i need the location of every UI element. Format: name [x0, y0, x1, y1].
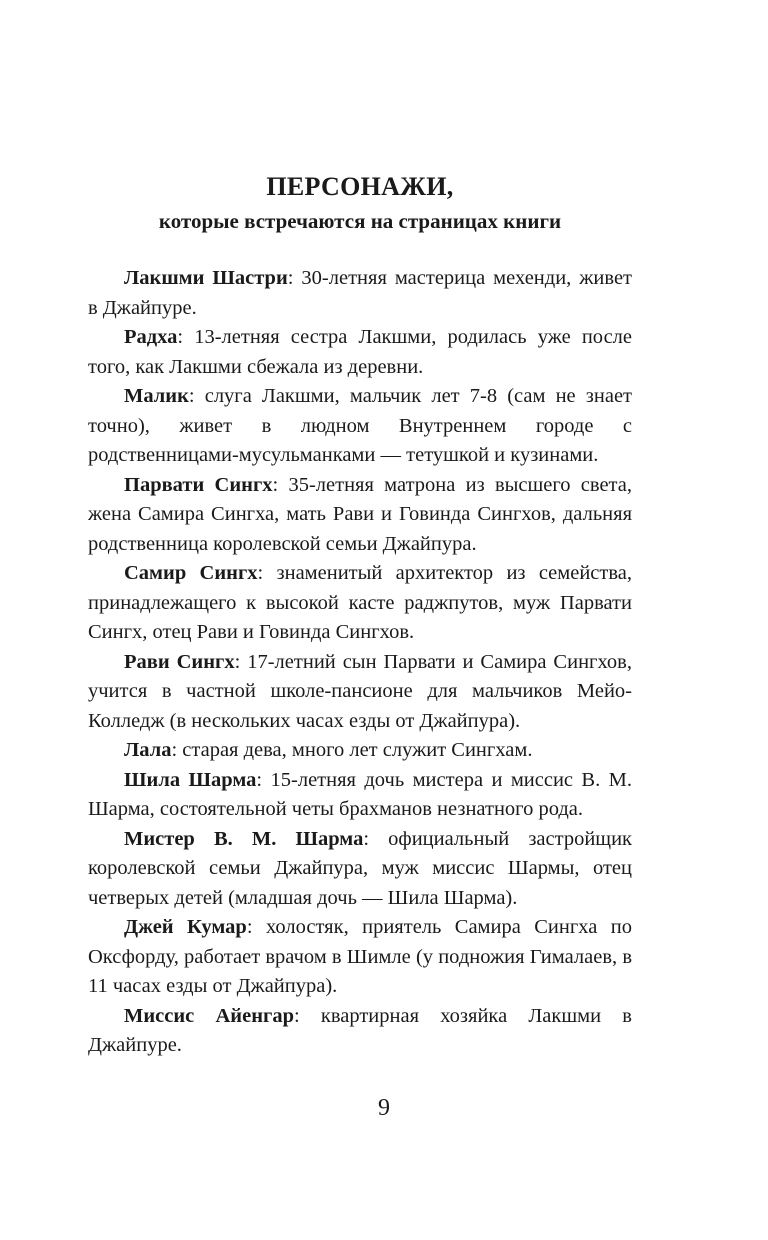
character-entry: [88, 471, 632, 560]
page-title: ПЕРСОНАЖИ,: [266, 172, 454, 201]
character-description: : официальный застройщик королевской семьи Джайпура, муж миссис Шармы, отец четверых детей (младшая дочь — Шила Шарма).: [88, 827, 633, 909]
page-number: 9: [378, 1095, 390, 1121]
character-description: : знаменитый архитектор из семейства, принадлежащего к высокой касте раджпутов, муж Парвати Сингх, отец Рави и Говинда Сингхов.: [88, 562, 632, 643]
character-name: Миссис Айенгар: [124, 1004, 294, 1027]
page-subtitle: которые встречаются на страницах книги: [158, 209, 562, 233]
character-description: : старая дева, много лет служит Сингхам.: [171, 739, 533, 761]
character-entry: [88, 825, 632, 914]
character-entry: [88, 648, 632, 737]
character-name: Лала: [124, 739, 172, 761]
character-name: Малик: [124, 385, 189, 407]
character-description: : 15-летняя дочь мистера и миссис В. М. Шарма, состоятельной четы брахманов незнатного рода.: [88, 768, 632, 820]
character-description: : 30-летняя мастерица мехенди, живет в Джайпуре.: [88, 267, 633, 319]
character-description: : холостяк, приятель Самира Сингха по Оксфорду, работает врачом в Шимле (у подножия Гималаев, в 11 часах езды от Джайпура).: [88, 916, 632, 997]
character-description: : слуга Лакшми, мальчик лет 7-8 (сам не знает точно), живет в людном Внутреннем городе с родственницами-мусульманками — тетушкой и кузинами.: [88, 385, 632, 466]
character-name: Самир Сингх: [124, 562, 258, 584]
character-list: [88, 264, 632, 1061]
character-entry: [88, 766, 632, 825]
character-name: Радха: [124, 326, 178, 348]
character-name: Парвати Сингх: [124, 473, 273, 496]
character-description: : 17-летний сын Парвати и Самира Сингхов, учится в частной школе-пансионе для мальчиков Мейо-Колледж (в нескольких часах езды от Джайпура).: [88, 650, 632, 732]
character-entry: [88, 1002, 632, 1061]
character-entry: [88, 913, 632, 1002]
character-entry: [88, 736, 632, 766]
book-page: [88, 170, 632, 1061]
character-entry: [88, 559, 632, 648]
character-name: Рави Сингх: [124, 650, 235, 673]
character-entry: [88, 323, 632, 382]
character-entry: [88, 382, 632, 471]
character-name: Шила Шарма: [124, 768, 257, 791]
character-description: : 13-летняя сестра Лакшми, родилась уже после того, как Лакшми сбежала из деревни.: [88, 326, 632, 378]
character-description: : 35-летняя матрона из высшего света, жена Самира Сингха, мать Рави и Говинда Сингхов, дальняя родственница королевской семьи Джайпура.: [88, 473, 632, 555]
character-name: Мистер В. М. Шарма: [124, 827, 364, 850]
character-name: Лакшми Шастри: [124, 267, 288, 289]
character-description: : квартирная хозяйка Лакшми в Джайпуре.: [88, 1004, 632, 1056]
character-name: Джей Кумар: [124, 916, 247, 938]
character-entry: [88, 264, 632, 323]
